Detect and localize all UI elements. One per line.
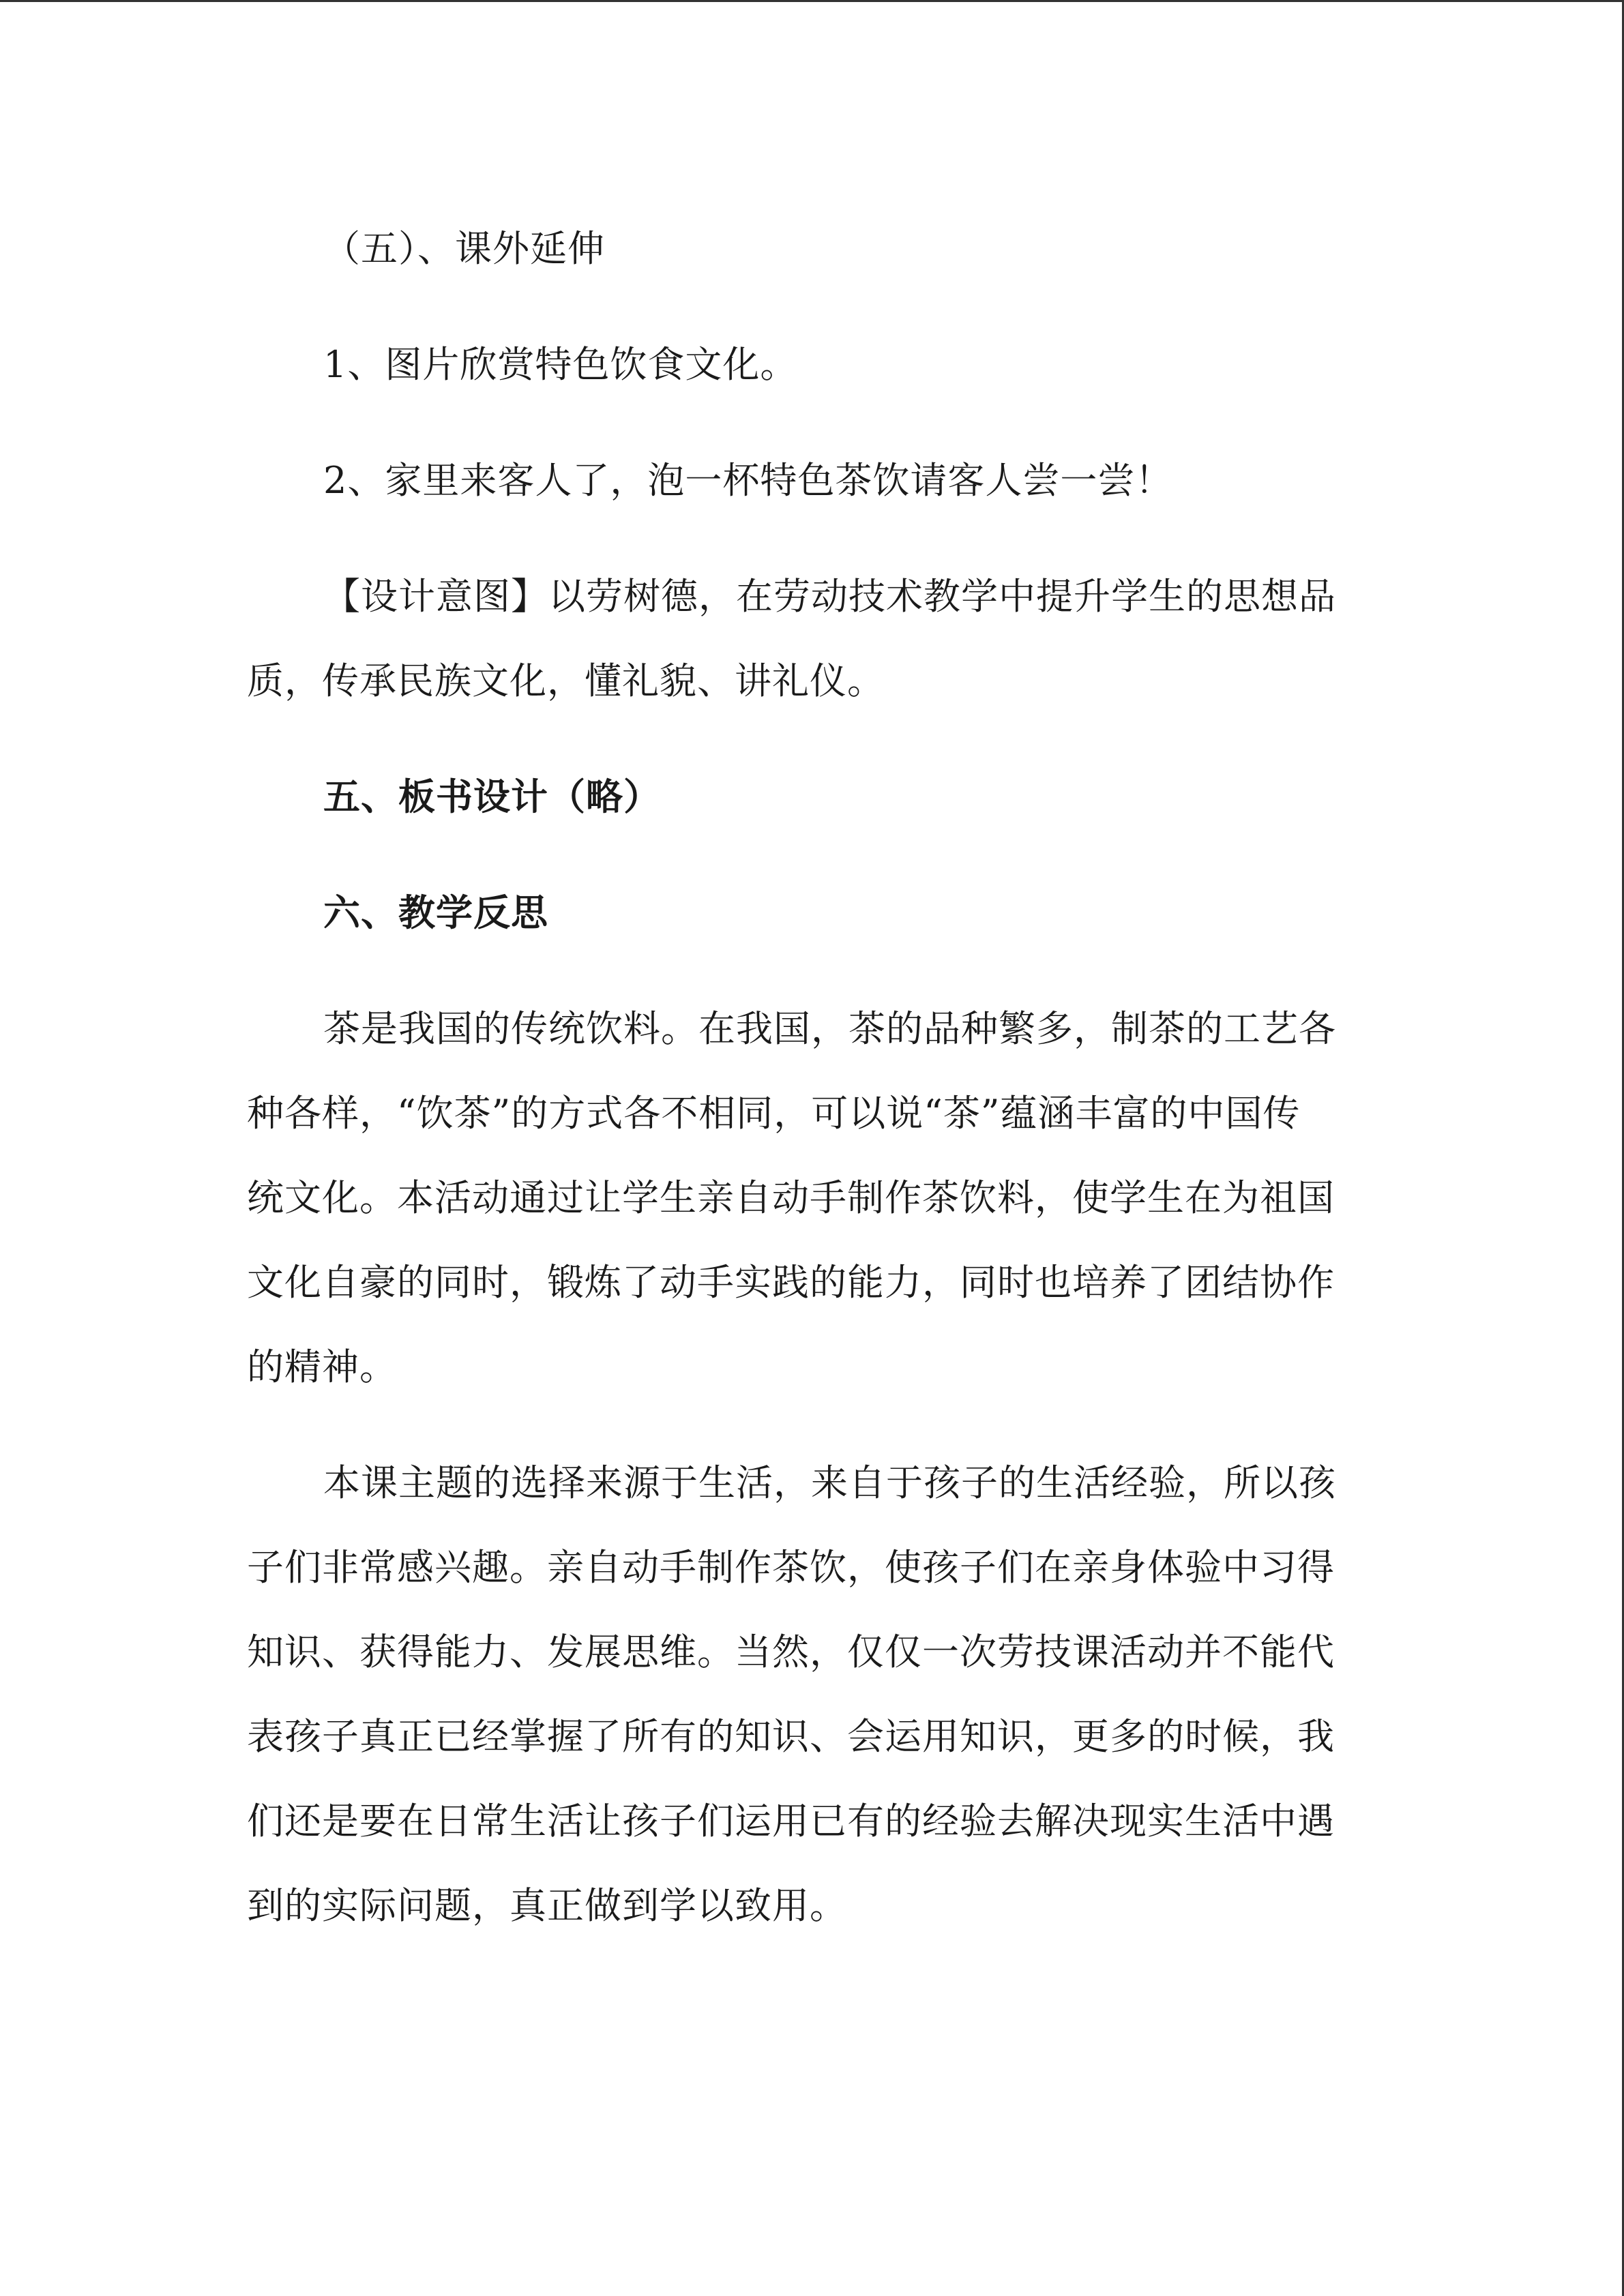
list-item-1: 1、图片欣赏特色饮食文化。: [323, 343, 798, 386]
paragraph-line: 表孩子真正已经掌握了所有的知识、会运用知识，更多的时候，我: [247, 1715, 1335, 1758]
paragraph-line: 【设计意图】以劳树德，在劳动技术教学中提升学生的思想品: [323, 575, 1336, 618]
paragraph-line: 茶是我国的传统饮料。在我国，茶的品种繁多，制茶的工艺各: [323, 1007, 1336, 1050]
paragraph-line: 文化自豪的同时，锻炼了动手实践的能力，同时也培养了团结协作: [247, 1261, 1335, 1304]
paragraph-line: 本课主题的选择来源于生活，来自于孩子的生活经验，所以孩: [323, 1461, 1336, 1504]
paragraph-line: 种各样，“饮茶”的方式各不相同，可以说“茶”蕴涵丰富的中国传: [247, 1092, 1301, 1135]
paragraph-line: 的精神。: [247, 1345, 397, 1388]
paragraph-line: 质，传承民族文化，懂礼貌、讲礼仪。: [247, 659, 885, 702]
design-intent-paragraph: [247, 554, 1379, 724]
reflection-paragraph-2: [247, 1441, 1379, 1948]
paragraph-line: 到的实际问题，真正做到学以致用。: [247, 1884, 847, 1927]
paragraph-line: 知识、获得能力、发展思维。当然，仅仅一次劳技课活动并不能代: [247, 1630, 1335, 1673]
section-heading: （五）、课外延伸: [323, 227, 605, 270]
list-item-2: 2、家里来客人了，泡一杯特色茶饮请客人尝一尝！: [323, 459, 1173, 502]
board-design-heading: 五、板书设计（略）: [323, 775, 661, 818]
paragraph-line: 子们非常感兴趣。亲自动手制作茶饮，使孩子们在亲身体验中习得: [247, 1546, 1335, 1589]
document-body: [247, 207, 1379, 1948]
paragraph-line: 们还是要在日常生活让孩子们运用已有的经验去解决现实生活中遇: [247, 1800, 1335, 1843]
reflection-paragraph-1: [247, 987, 1379, 1410]
paragraph-line: 统文化。本活动通过让学生亲自动手制作茶饮料，使学生在为祖国: [247, 1176, 1335, 1219]
reflection-heading: 六、教学反思: [323, 891, 548, 934]
